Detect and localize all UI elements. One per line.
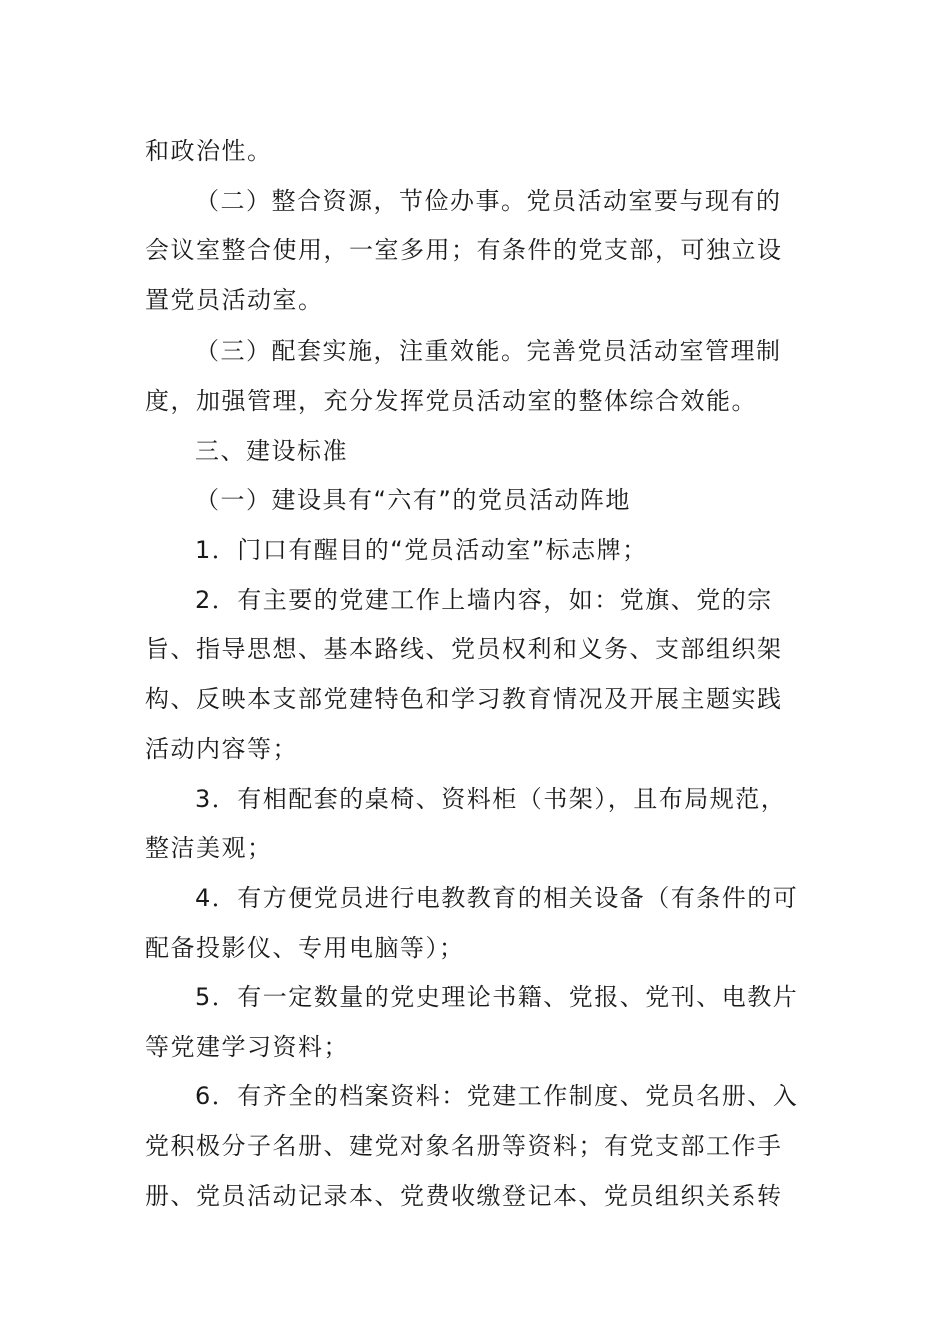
text-line: （二）整合资源，节俭办事。党员活动室要与现有的 xyxy=(195,187,782,215)
text-line: 册、党员活动记录本、党费收缴登记本、党员组织关系转 xyxy=(145,1182,783,1210)
section-heading: 三、建设标准 xyxy=(195,437,348,465)
text-line: 构、反映本支部党建特色和学习教育情况及开展主题实践 xyxy=(145,685,783,713)
text-line: 配备投影仪、专用电脑等）； xyxy=(145,934,465,962)
list-item: 2．有主要的党建工作上墙内容，如：党旗、党的宗 xyxy=(195,586,773,614)
text-line: 活动内容等； xyxy=(145,735,298,763)
text-line: 和政治性。 xyxy=(145,137,273,165)
subsection-heading: （一）建设具有“六有”的党员活动阵地 xyxy=(195,486,631,514)
text-line: 会议室整合使用，一室多用；有条件的党支部，可独立设 xyxy=(145,236,783,264)
text-line: 党积极分子名册、建党对象名册等资料；有党支部工作手 xyxy=(145,1132,783,1160)
text-line: 旨、指导思想、基本路线、党员权利和义务、支部组织架 xyxy=(145,635,783,663)
list-item: 1．门口有醒目的“党员活动室”标志牌； xyxy=(195,536,648,564)
list-item: 5．有一定数量的党史理论书籍、党报、党刊、电教片 xyxy=(195,983,799,1011)
list-item: 3．有相配套的桌椅、资料柜（书架），且布局规范， xyxy=(195,785,787,813)
text-line: 等党建学习资料； xyxy=(145,1033,349,1061)
list-item: 6．有齐全的档案资料：党建工作制度、党员名册、入 xyxy=(195,1082,799,1110)
text-line: （三）配套实施，注重效能。完善党员活动室管理制 xyxy=(195,337,782,365)
text-line: 度，加强管理，充分发挥党员活动室的整体综合效能。 xyxy=(145,387,757,415)
text-line: 置党员活动室。 xyxy=(145,286,324,314)
list-item: 4．有方便党员进行电教教育的相关设备（有条件的可 xyxy=(195,884,799,912)
text-line: 整洁美观； xyxy=(145,834,273,862)
